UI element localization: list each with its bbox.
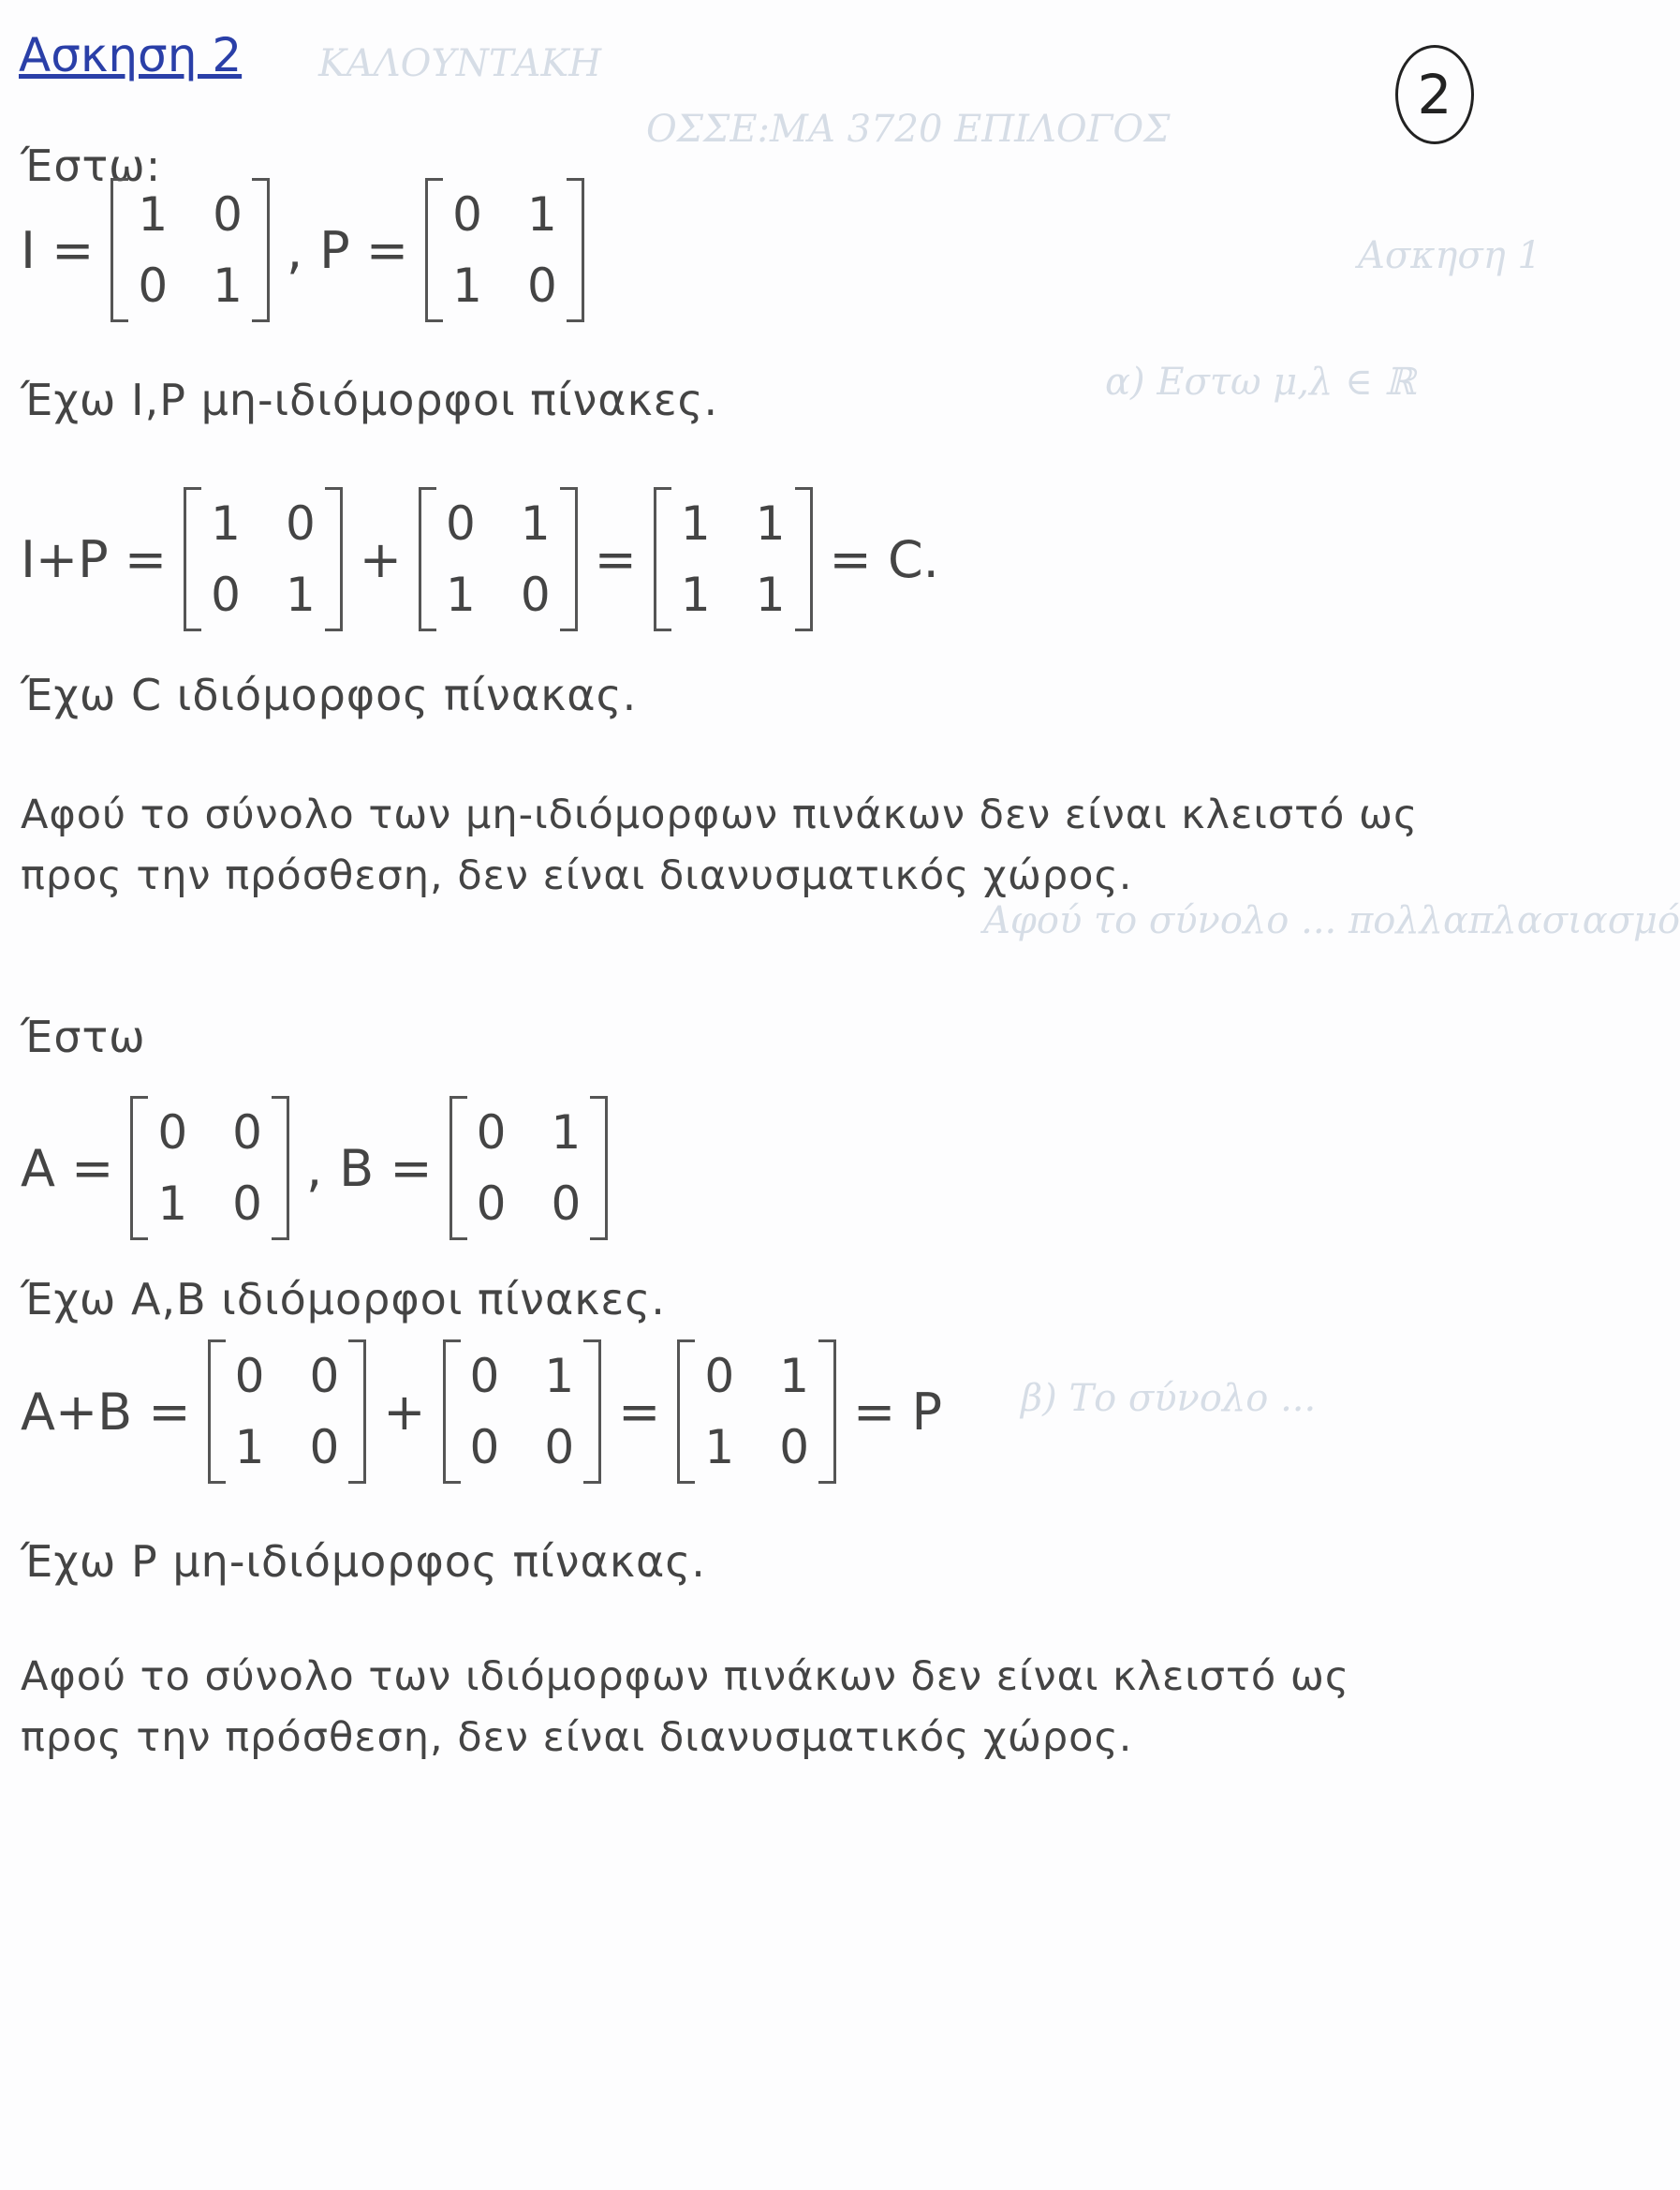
conclusion-line-2: προς την πρόσθεση, δεν είναι διανυσματικός χώρος. — [21, 852, 1133, 899]
statement-non-singular: Έχω P μη-ιδιόμορφος πίνακας. — [21, 1536, 706, 1587]
statement-non-singular: Έχω I,P μη-ιδιόμορφοι πίνακες. — [21, 375, 719, 425]
matrix-result — [677, 1339, 836, 1484]
P-result-label: = P — [853, 1382, 943, 1442]
equals-sign: = — [594, 529, 637, 589]
plus-sign: + — [383, 1382, 426, 1442]
B-label: B = — [339, 1138, 433, 1198]
matrix-I — [184, 487, 343, 631]
matrix-cell: 0 — [544, 1420, 575, 1474]
page-number-badge: 2 — [1395, 45, 1474, 144]
statement-singular: Έχω A,B ιδιόμορφοι πίνακες. — [21, 1274, 666, 1324]
statement-singular: Έχω C ιδιόμορφος πίνακας. — [21, 670, 638, 720]
plus-sign: + — [359, 529, 403, 589]
definition-I-P — [21, 178, 584, 322]
matrix-cell: 1 — [779, 1349, 810, 1403]
page-title: Ασκηση 2 — [19, 28, 243, 82]
matrix-P — [419, 487, 578, 631]
matrix-cell: 0 — [779, 1420, 810, 1474]
A-label: A = — [21, 1138, 114, 1198]
comma: , — [286, 220, 303, 280]
matrix-cell: 0 — [520, 568, 551, 622]
matrix-cell: 0 — [211, 568, 241, 622]
sum-I-P — [21, 487, 939, 631]
matrix-A — [130, 1096, 289, 1240]
matrix-cell: 0 — [138, 259, 169, 313]
I-label: I = — [21, 220, 95, 280]
matrix-cell: 0 — [232, 1176, 262, 1231]
sum-A-B — [21, 1339, 942, 1484]
matrix-cell: 0 — [526, 259, 557, 313]
matrix-cell: 0 — [446, 496, 476, 551]
matrix-cell: 1 — [234, 1420, 265, 1474]
matrix-cell: 0 — [476, 1105, 507, 1160]
estw-label: Έστω: — [21, 141, 162, 191]
matrix-cell: 0 — [469, 1420, 500, 1474]
matrix-cell: 1 — [551, 1105, 582, 1160]
matrix-cell: 1 — [755, 568, 786, 622]
estw-label: Έστω — [21, 1012, 146, 1062]
matrix-cell: 1 — [213, 259, 243, 313]
matrix-cell: 1 — [680, 496, 711, 551]
matrix-cell: 1 — [680, 568, 711, 622]
matrix-A — [208, 1339, 367, 1484]
matrix-cell: 0 — [157, 1105, 188, 1160]
ghost-text: α) Εστω μ,λ ∈ ℝ — [1105, 361, 1416, 404]
matrix-C — [654, 487, 813, 631]
conclusion-line-1: Αφού το σύνολο των ιδιόμορφων πινάκων δεν είναι κλειστό ως — [21, 1653, 1350, 1700]
matrix-cell: 0 — [452, 187, 482, 242]
matrix-cell: 0 — [551, 1176, 582, 1231]
matrix-cell: 1 — [285, 568, 316, 622]
matrix-cell: 1 — [446, 568, 476, 622]
definition-A-B — [21, 1096, 608, 1240]
matrix-cell: 0 — [469, 1349, 500, 1403]
matrix-B — [443, 1339, 602, 1484]
conclusion-line-1: Αφού το σύνολο των μη-ιδιόμορφων πινάκων δεν είναι κλειστό ως — [21, 792, 1419, 838]
equals-sign: = — [618, 1382, 661, 1442]
ghost-text: ΚΑΛΟΥΝΤΑΚΗ — [318, 42, 602, 85]
P-label: P = — [319, 220, 409, 280]
matrix-cell: 1 — [138, 187, 169, 242]
sum-label: I+P = — [21, 529, 168, 589]
matrix-B — [449, 1096, 609, 1240]
matrix-P — [425, 178, 584, 322]
C-label: = C. — [829, 529, 939, 589]
matrix-cell: 1 — [520, 496, 551, 551]
matrix-cell: 1 — [544, 1349, 575, 1403]
matrix-cell: 1 — [526, 187, 557, 242]
matrix-cell: 1 — [157, 1176, 188, 1231]
ghost-text: Ασκηση 1 — [1358, 234, 1541, 277]
matrix-cell: 0 — [234, 1349, 265, 1403]
matrix-cell: 0 — [232, 1105, 262, 1160]
matrix-cell: 1 — [452, 259, 482, 313]
matrix-I — [111, 178, 270, 322]
ghost-text: β) Το σύνολο ... — [1021, 1377, 1317, 1420]
matrix-cell: 1 — [755, 496, 786, 551]
matrix-cell: 1 — [211, 496, 241, 551]
sum-label: A+B = — [21, 1382, 191, 1442]
ghost-text: Αφού το σύνολο ... πολλαπλασιασμό — [983, 899, 1680, 942]
matrix-cell: 1 — [704, 1420, 735, 1474]
matrix-cell: 0 — [476, 1176, 507, 1231]
comma: , — [305, 1138, 323, 1198]
matrix-cell: 0 — [309, 1420, 340, 1474]
matrix-cell: 0 — [213, 187, 243, 242]
ghost-text: ΟΣΣΕ:ΜΑ 3720 ΕΠΙΛΟΓΟΣ — [646, 108, 1171, 151]
matrix-cell: 0 — [285, 496, 316, 551]
matrix-cell: 0 — [704, 1349, 735, 1403]
conclusion-line-2: προς την πρόσθεση, δεν είναι διανυσματικός χώρος. — [21, 1714, 1133, 1761]
matrix-cell: 0 — [309, 1349, 340, 1403]
